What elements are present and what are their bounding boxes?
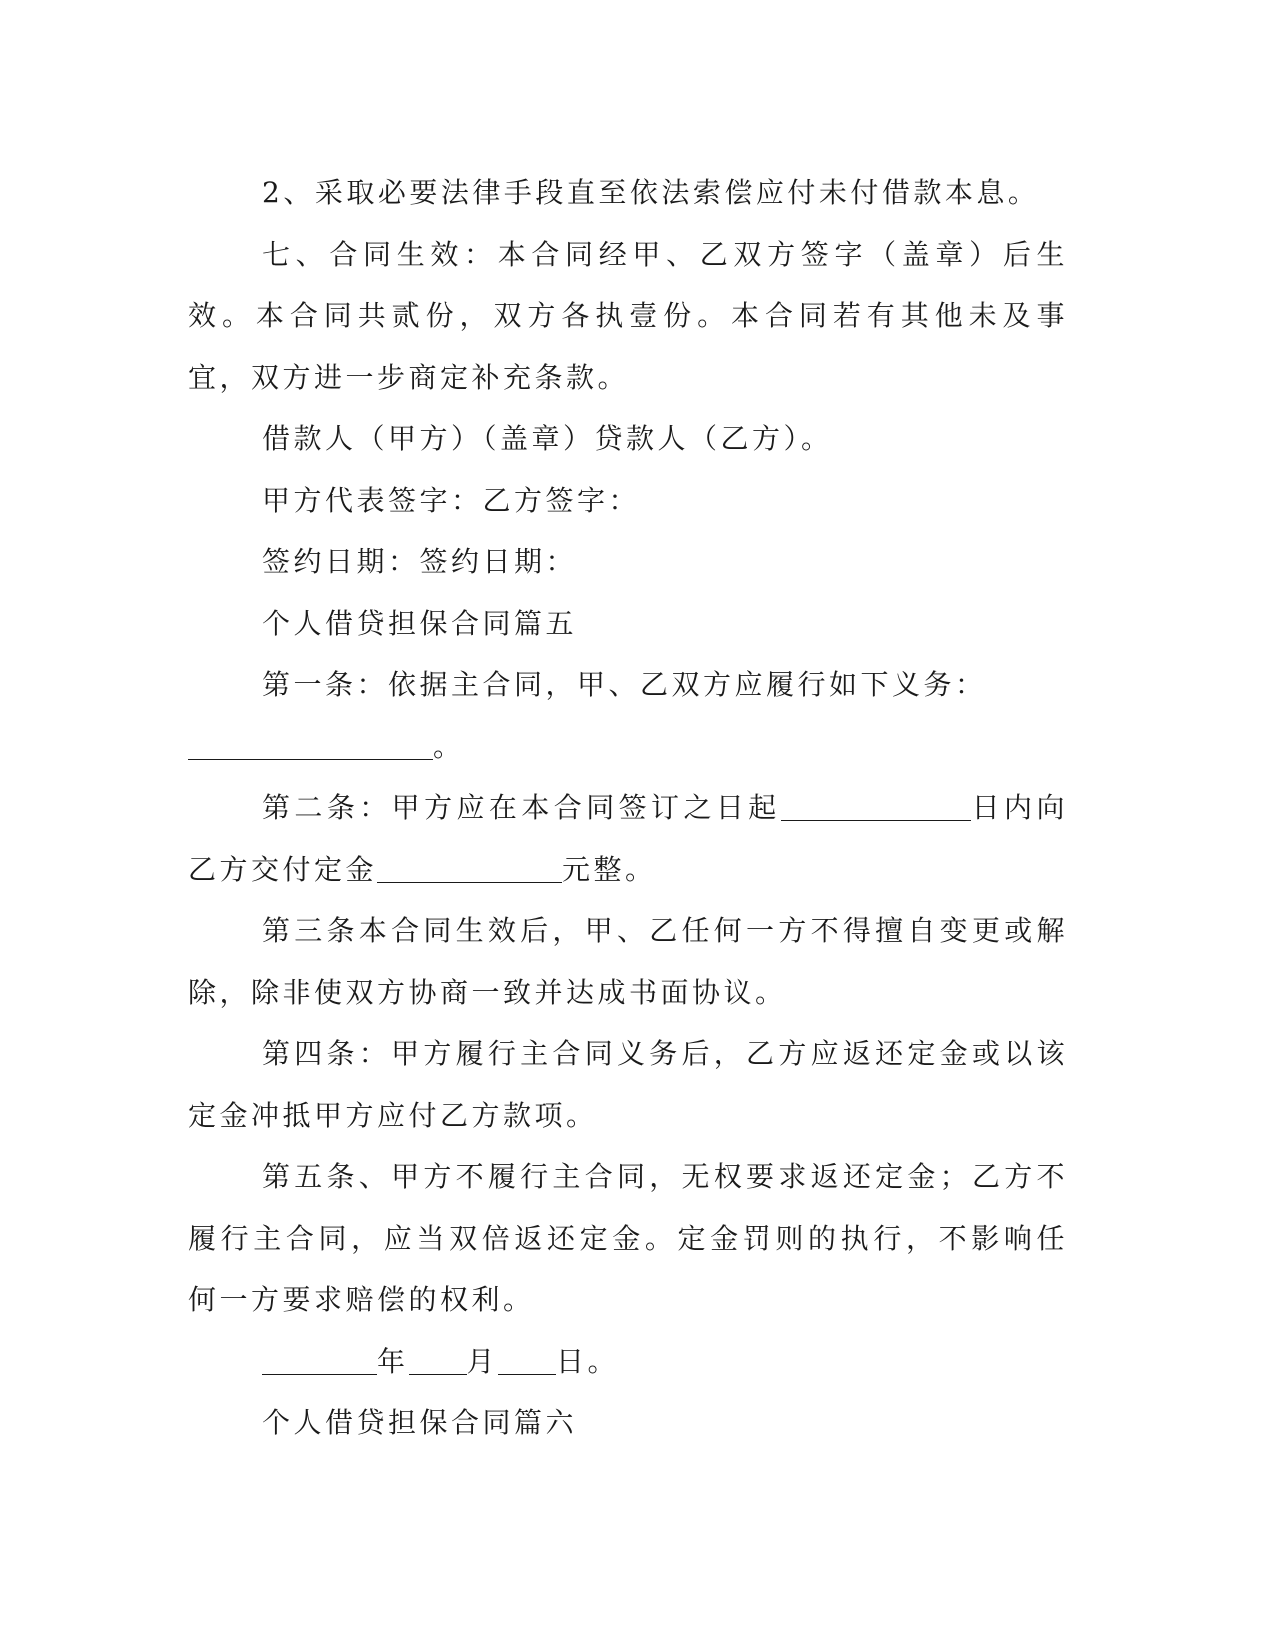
article-three: 第三条本合同生效后，甲、乙任何一方不得擅自变更或解除，除非使双方协商一致并达成书面协议。 — [188, 914, 1068, 1009]
paragraph-contract-effect: 七、合同生效：本合同经甲、乙双方签字（盖章）后生效。本合同共贰份，双方各执壹份。本合同若有其他未及事宜，双方进一步商定补充条款。 — [188, 237, 1068, 394]
date-month-label: 月 — [466, 1344, 499, 1378]
article-one-blank-line — [188, 716, 1068, 778]
date-line — [188, 1331, 1068, 1393]
fill-blank-month — [409, 1344, 467, 1375]
article-one: 第一条：依据主合同，甲、乙双方应履行如下义务： — [262, 668, 987, 701]
section-heading-six: 个人借贷担保合同篇六 — [262, 1406, 578, 1439]
article-two-part-a: 第二条：甲方应在本合同签订之日起 — [262, 791, 781, 824]
date-year-label: 年 — [377, 1344, 409, 1378]
article-two-part-b: 日内向乙方交付定金 — [188, 791, 1068, 886]
paragraph-parties: 借款人（甲方）（盖章）贷款人（乙方）。 — [262, 422, 833, 455]
paragraph-sign-date: 签约日期：签约日期： — [262, 545, 578, 578]
article-two-part-c: 元整。 — [562, 852, 657, 886]
fill-blank-days — [781, 790, 971, 821]
fill-blank — [188, 729, 433, 760]
fill-blank-year — [262, 1344, 377, 1375]
article-one-end: 。 — [433, 729, 465, 763]
article-two — [188, 777, 1068, 900]
fill-blank-amount — [377, 852, 562, 883]
paragraph-legal-means: 2、采取必要法律手段直至依法索偿应付未付借款本息。 — [262, 176, 1040, 209]
paragraph-signatures: 甲方代表签字：乙方签字： — [262, 483, 641, 517]
document-body — [188, 162, 1068, 1454]
article-four: 第四条：甲方履行主合同义务后，乙方应返还定金或以该定金冲抵甲方应付乙方款项。 — [188, 1037, 1068, 1132]
section-heading-five: 个人借贷担保合同篇五 — [262, 606, 578, 640]
date-day-label: 日。 — [556, 1344, 620, 1378]
article-five: 第五条、甲方不履行主合同，无权要求返还定金；乙方不履行主合同，应当双倍返还定金。定金罚则的执行，不影响任何一方要求赔偿的权利。 — [188, 1160, 1068, 1316]
fill-blank-day — [498, 1344, 556, 1375]
